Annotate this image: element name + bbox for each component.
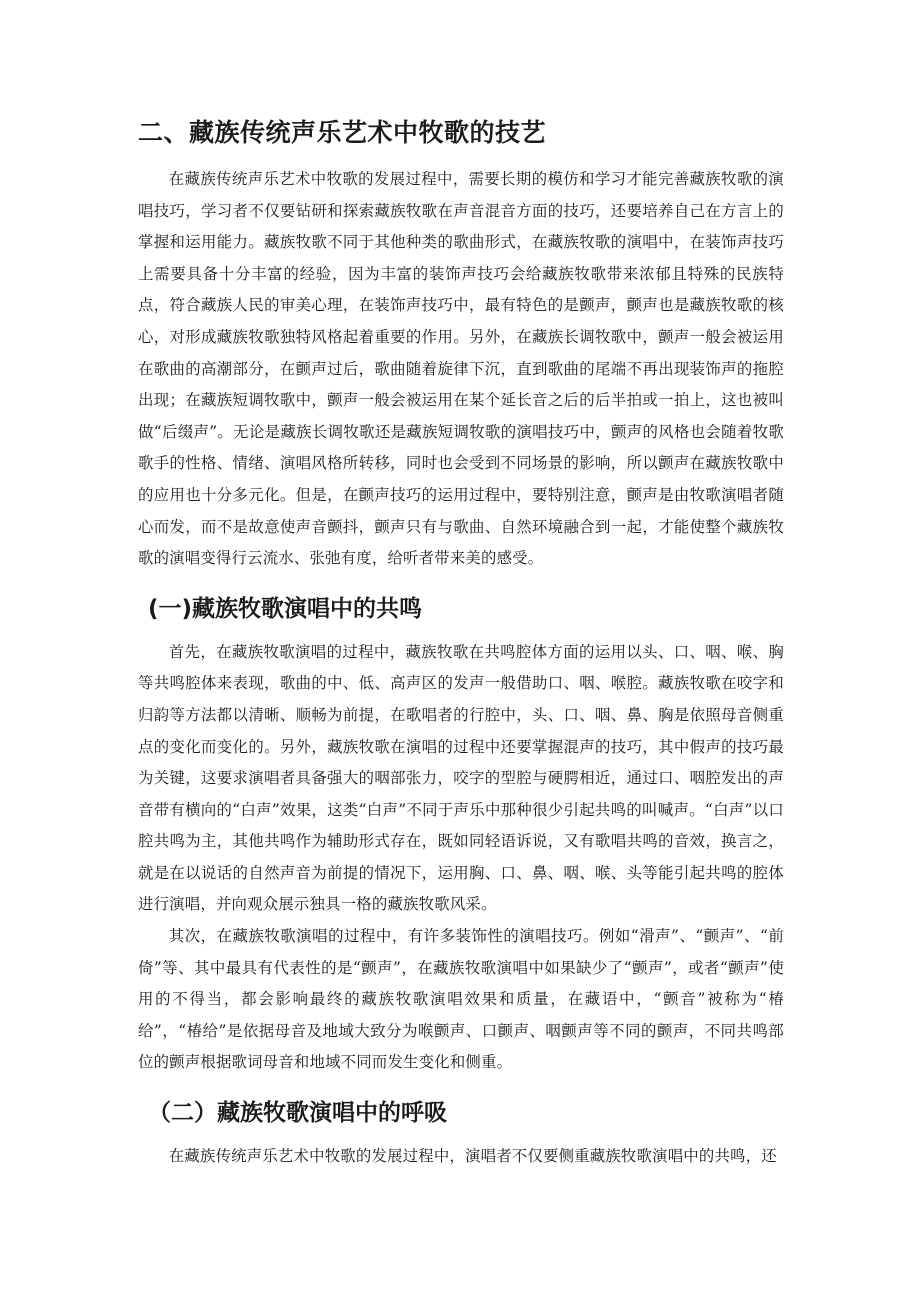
subsection-heading-breathing: （二）藏族牧歌演唱中的呼吸 [148, 1100, 447, 1127]
intro-paragraph: 在藏族传统声乐艺术中牧歌的发展过程中，需要长期的模仿和学习才能完善藏族牧歌的演唱技巧，学习者不仅要钻研和探索藏族牧歌在声音混音方面的技巧，还要培养自己在方言上的掌握和运用能力。藏族牧歌不同于其他种类的歌曲形式，在藏族牧歌的演唱中，在装饰声技巧上需要具备十分丰富的经验，因为丰富的装饰声技巧会给藏族牧歌带来浓郁且特殊的民族特点，符合藏族人民的审美心理，在装饰声技巧中，最有特色的是颤声，颤声也是藏族牧歌的核心，对形成藏族牧歌独特风格起着重要的作用。另外，在藏族长调牧歌中，颤声一般会被运用在歌曲的高潮部分，在颤声过后，歌曲随着旋律下沉，直到歌曲的尾端不再出现装饰声的拖腔出现；在藏族短调牧歌中，颤声一般会被运用在某个延长音之后的后半拍或一拍上，这也被叫做“后缀声”。无论是藏族长调牧歌还是藏族短调牧歌的演唱技巧中，颤声的风格也会随着牧歌歌手的性格、情绪、演唱风格所转移，同时也会受到不同场景的影响，所以颤声在藏族牧歌中的应用也十分多元化。但是，在颤声技巧的运用过程中，要特别注意，颤声是由牧歌演唱者随心而发，而不是故意使声音颤抖，颤声只有与歌曲、自然环境融合到一起，才能使整个藏族牧歌的演唱变得行云流水、张弛有度，给听者带来美的感受。 [138, 170, 784, 568]
resonance-paragraph-1: 首先，在藏族牧歌演唱的过程中，藏族牧歌在共鸣腔体方面的运用以头、口、咽、喉、胸等共鸣腔体来表现，歌曲的中、低、高声区的发声一般借助口、咽、喉腔。藏族牧歌在咬字和归韵等方法都以清晰、顺畅为前提，在歌唱者的行腔中，头、口、咽、鼻、胸是依照母音侧重点的变化而变化的。另外，藏族牧歌在演唱的过程中还要掌握混声的技巧，其中假声的技巧最为关键，这要求演唱者具备强大的咽部张力，咬字的型腔与硬腭相近，通过口、咽腔发出的声音带有横向的“白声”效果，这类“白声”不同于声乐中那种很少引起共鸣的叫喊声。“白声”以口腔共鸣为主，其他共鸣作为辅助形式存在，既如同轻语诉说，又有歌唱共鸣的音效，换言之，就是在以说话的自然声音为前提的情况下，运用胸、口、鼻、咽、喉、头等能引起共鸣的腔体进行演唱，并向观众展示独具一格的藏族牧歌风采。 [138, 642, 784, 914]
document-body [138, 116, 784, 1173]
subsection-heading-resonance: (一)藏族牧歌演唱中的共鸣 [148, 595, 423, 622]
section-heading: 二、藏族传统声乐艺术中牧歌的技艺 [138, 118, 547, 147]
breathing-paragraph-1: 在藏族传统声乐艺术中牧歌的发展过程中，演唱者不仅要侧重藏族牧歌演唱中的共鸣，还 [168, 1147, 777, 1166]
resonance-paragraph-2: 其次，在藏族牧歌演唱的过程中，有许多装饰性的演唱技巧。例如“滑声”、“颤声”、“前倚”等、其中最具有代表性的是“颤声”，在藏族牧歌演唱中如果缺少了“颤声”，或者“颤声”使用的不得当，都会影响最终的藏族牧歌演唱效果和质量，在藏语中，“颤音”被称为“椿给”，“椿给”是依据母音及地域大致分为喉颤声、口颤声、咽颤声等不同的颤声，不同共鸣部位的颤声根据歌词母音和地域不同而发生变化和侧重。 [138, 927, 784, 1072]
